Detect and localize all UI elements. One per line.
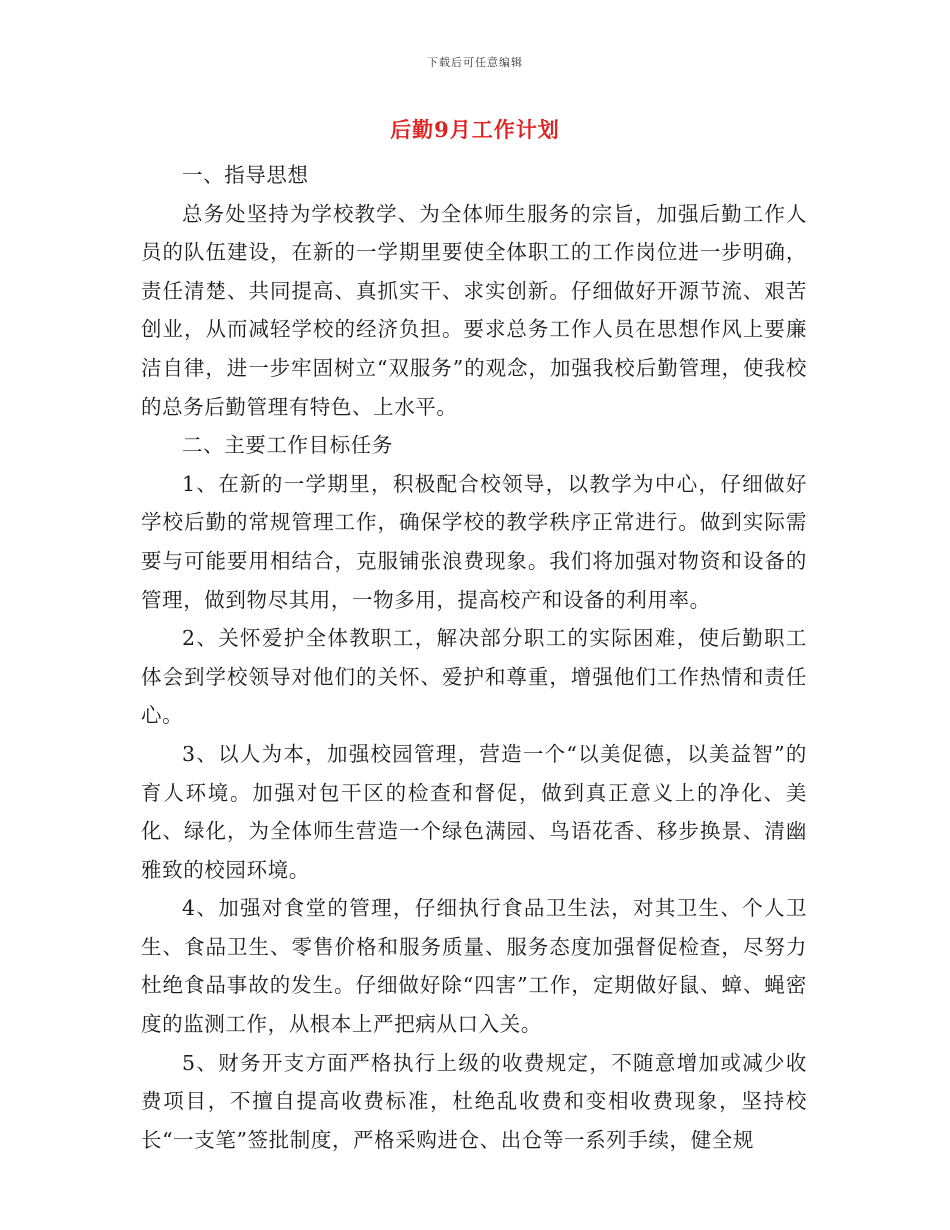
paragraph-task-2: 2、关怀爱护全体教职工，解决部分职工的实际困难，使后勤职工体会到学校领导对他们的关怀、爱护和尊重，增强他们工作热情和责任心。 xyxy=(141,626,807,728)
section-heading-main-tasks: 二、主要工作目标任务 xyxy=(182,433,393,458)
paragraph-task-3: 3、以人为本，加强校园管理，营造一个“以美促德，以美益智”的育人环境。加强对包干区的检查和督促，做到真正意义上的净化、美化、绿化，为全体师生营造一个绿色满园、鸟语花香、移步换景、清幽雅致的校园环境。 xyxy=(141,741,807,882)
document-body xyxy=(141,156,807,1159)
paragraph-task-5: 5、财务开支方面严格执行上级的收费规定，不随意增加或减少收费项目，不擅自提高收费标准，杜绝乱收费和变相收费现象，坚持校长“一支笔”签批制度，严格采购进仓、出仓等一系列手续，健全规 xyxy=(141,1050,807,1152)
header-note: 下载后可任意编辑 xyxy=(427,56,523,69)
document-title: 后勤9月工作计划 xyxy=(390,117,560,142)
paragraph-task-4: 4、加强对食堂的管理，仔细执行食品卫生法，对其卫生、个人卫生、食品卫生、零售价格和服务质量、服务态度加强督促检查，尽努力杜绝食品事故的发生。仔细做好除“四害”工作，定期做好鼠、蟑、蝇密度的监测工作，从根本上严把病从口入关。 xyxy=(141,896,807,1037)
section-heading-guiding-ideology: 一、指导思想 xyxy=(182,163,309,187)
paragraph-guiding-ideology: 总务处坚持为学校教学、为全体师生服务的宗旨，加强后勤工作人员的队伍建设，在新的一学期里要使全体职工的工作岗位进一步明确，责任清楚、共同提高、真抓实干、求实创新。仔细做好开源节流、艰苦创业，从而减轻学校的经济负担。要求总务工作人员在思想作风上要廉洁自律，进一步牢固树立“双服务”的观念，加强我校后勤管理，使我校的总务后勤管理有特色、上水平。 xyxy=(141,201,807,419)
paragraph-task-1: 1、在新的一学期里，积极配合校领导，以教学为中心，仔细做好学校后勤的常规管理工作，确保学校的教学秩序正常进行。做到实际需要与可能要用相结合，克服铺张浪费现象。我们将加强对物资和设备的管理，做到物尽其用，一物多用，提高校产和设备的利用率。 xyxy=(141,471,807,612)
